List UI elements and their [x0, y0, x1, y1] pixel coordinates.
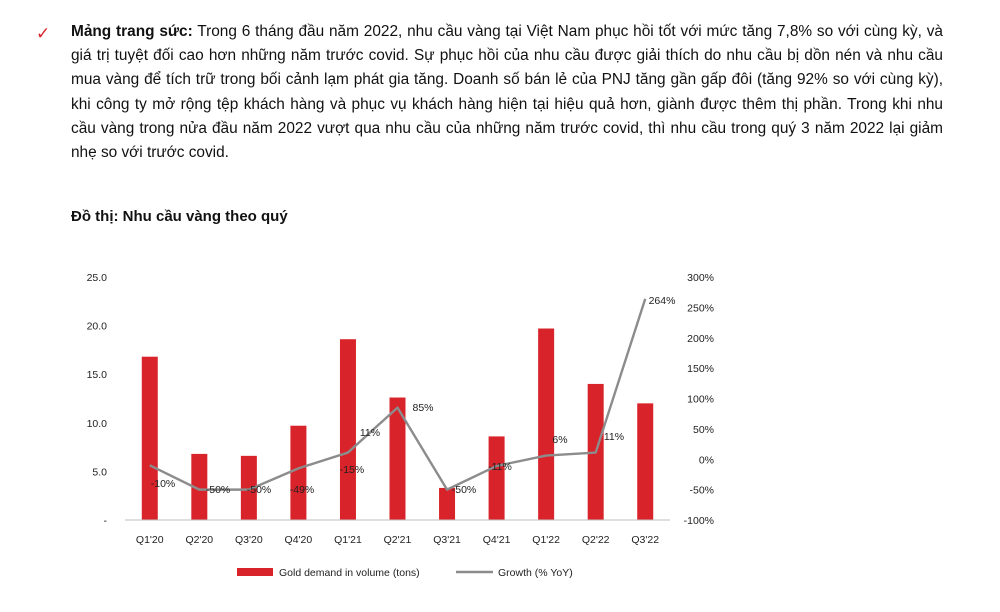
- x-axis-tick: Q3'21: [433, 534, 461, 546]
- growth-data-label: 11%: [603, 431, 625, 443]
- growth-data-label: -49%: [289, 484, 315, 496]
- checkmark-icon: ✓: [36, 24, 51, 44]
- x-axis-tick: Q4'21: [482, 534, 511, 546]
- growth-data-label: -11%: [488, 461, 512, 473]
- growth-data-label: -10%: [150, 478, 176, 490]
- bar: [290, 426, 306, 520]
- x-axis-tick: Q3'20: [235, 534, 263, 546]
- growth-data-label: -15%: [339, 464, 365, 476]
- right-axis-tick: 200%: [687, 332, 714, 345]
- x-axis-tick: Q3'22: [631, 534, 660, 546]
- left-axis-tick: -: [103, 515, 107, 527]
- x-axis-tick: Q2'20: [185, 534, 214, 546]
- growth-data-label: 264%: [648, 295, 676, 307]
- bar: [489, 436, 505, 520]
- x-axis-tick: Q4'20: [284, 534, 313, 546]
- left-axis-tick: 25.0: [86, 272, 107, 284]
- growth-data-label: 6%: [552, 434, 568, 446]
- right-axis-tick: 50%: [692, 423, 714, 436]
- growth-data-label: -50%: [246, 484, 272, 496]
- bar: [637, 403, 653, 520]
- bar: [142, 357, 158, 520]
- left-axis-tick: 10.0: [86, 417, 107, 430]
- right-axis-tick: 250%: [687, 302, 714, 315]
- bullet-label: Mảng trang sức:: [71, 23, 193, 40]
- right-axis-tick: 100%: [687, 393, 714, 406]
- right-axis-tick: -50%: [689, 484, 714, 497]
- chart-title: Đồ thị: Nhu cầu vàng theo quý: [71, 208, 288, 225]
- growth-data-label: 11%: [359, 427, 381, 439]
- x-axis-tick: Q1'22: [532, 534, 560, 546]
- x-axis-tick: Q2'22: [581, 534, 610, 546]
- left-axis-tick: 15.0: [86, 369, 107, 382]
- x-axis-tick: Q1'21: [334, 534, 362, 546]
- bullet-text: Trong 6 tháng đầu năm 2022, nhu cầu vàng tại Việt Nam phục hồi tốt với mức tăng 7,8% so với cùng kỳ, và giá trị tuyệt đối cao hơn những năm trước covid. Sự phục hồi của nhu cầu được giải thích do nhu cầu bị dồn nén và nhu cầu mua vàng để tích trữ trong bối cảnh lạm phát gia tăng. Doanh số bán lẻ của PNJ tăng gần gấp đôi (tăng 92% so với cùng kỳ), khi công ty mở rộng tệp khách hàng và phục vụ khách hàng hiện tại hiệu quả hơn, giành được thêm thị phần. Trong khi nhu cầu vàng trong nửa đầu năm 2022 vượt qua nhu cầu của những năm trước covid, thì nhu cầu trong quý 3 năm 2022 lại giảm nhẹ so với trước covid.: [71, 23, 943, 162]
- legend-bar-label: Gold demand in volume (tons): [279, 567, 420, 579]
- right-axis-tick: 150%: [687, 363, 714, 376]
- growth-data-label: -50%: [205, 484, 231, 496]
- growth-data-label: -50%: [451, 484, 477, 496]
- x-axis-tick: Q1'20: [135, 534, 164, 546]
- legend-bar-swatch: [237, 568, 273, 576]
- right-axis-tick: 0%: [698, 454, 714, 467]
- left-axis-tick: 5.0: [92, 466, 107, 479]
- right-axis-tick: -100%: [683, 515, 714, 527]
- bar: [538, 329, 554, 520]
- bar: [340, 339, 356, 520]
- legend-line-label: Growth (% YoY): [498, 567, 573, 579]
- x-axis-tick: Q2'21: [383, 534, 412, 546]
- left-axis-tick: 20.0: [86, 320, 107, 333]
- right-axis-tick: 300%: [687, 272, 714, 284]
- growth-data-label: 85%: [412, 402, 434, 414]
